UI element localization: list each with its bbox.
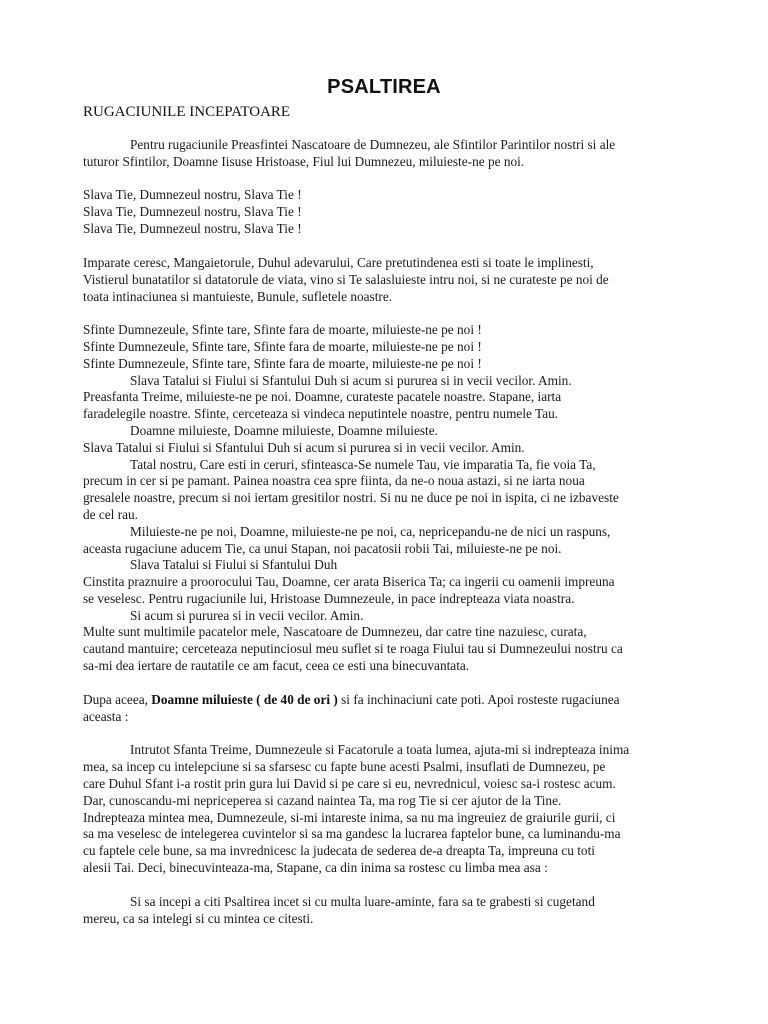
instruction-prefix: Dupa aceea, [83, 692, 152, 707]
text-line: Imparate ceresc, Mangaietorule, Duhul adevarului, Care pretutindenea esti si toate le implinesti, [83, 255, 594, 270]
text-line: alesii Tai. Deci, binecuvinteaza-ma, Stapane, ca din inima sa rostesc cu limba mea asa : [83, 860, 548, 875]
text-line: Slava Tatalui si Fiului si Sfantului Duh si acum si pururea si in vecii vecilor. Amin. [130, 373, 572, 388]
text-line: care Duhul Sfant i-a rostit prin gura lui David si pe care si eu, nevrednicul, voiesc sa-i rostesc acum. [83, 776, 616, 791]
text-line: tuturor Sfintilor, Doamne Iisuse Hristoase, Fiul lui Dumnezeu, miluieste-ne pe noi. [83, 154, 525, 169]
text-line: Slava Tie, Dumnezeul nostru, Slava Tie ! [83, 204, 302, 219]
text-line: cautand mantuire; cerceteaza neputinciosul meu suflet si te roaga Fiului tau si Dumnezeului nostru ca [83, 641, 623, 656]
section-heading: RUGACIUNILE INCEPATOARE [83, 104, 291, 120]
text-line: gresalele noastre, precum si noi iertam gresitilor nostri. Si nu ne duce pe noi in ispita, ci ne izbaveste [83, 490, 619, 505]
text-line: aceasta : [83, 709, 129, 724]
text-line: Slava Tatalui si Fiului si Sfantului Duh [130, 557, 338, 572]
text-line: Indrepteaza mintea mea, Dumnezeule, si-mi intareste inima, sa nu ma ingreuiez de graiurile gurii, ci [83, 810, 616, 825]
text-line: cu faptele cele bune, sa ma invrednicesc la judecata de sederea de-a dreapta Ta, impreuna cu toti [83, 843, 595, 858]
text-line: sa ma veselesc de intelegerea cuvintelor si sa ma gandesc la lucrarea faptelor bune, ca luminandu-ma [83, 826, 621, 841]
text-line: Vistierul bunatatilor si datatorule de viata, vino si Te salasluieste intru noi, si ne curateste pe noi de [83, 272, 609, 287]
text-line: Pentru rugaciunile Preasfintei Nascatoare de Dumnezeu, ale Sfintilor Parintilor nostri si ale [130, 137, 616, 152]
document-title: PSALTIREA [327, 76, 441, 98]
instruction-suffix: si fa inchinaciuni cate poti. Apoi rosteste rugaciunea [337, 692, 620, 707]
text-line: Si acum si pururea si in vecii vecilor. Amin. [130, 608, 364, 623]
text-line: Miluieste-ne pe noi, Doamne, miluieste-ne pe noi, ca, nepricepandu-ne de nici un raspuns, [130, 524, 611, 539]
text-line: Slava Tie, Dumnezeul nostru, Slava Tie ! [83, 187, 302, 202]
text-line: toata intinaciunea si mantuieste, Bunule, sufletele noastre. [83, 289, 393, 304]
text-line: Slava Tie, Dumnezeul nostru, Slava Tie ! [83, 221, 302, 236]
text-line: de cel rau. [83, 507, 138, 522]
text-line: Sfinte Dumnezeule, Sfinte tare, Sfinte fara de moarte, miluieste-ne pe noi ! [83, 356, 482, 371]
text-line: Slava Tatalui si Fiului si Sfantului Duh si acum si pururea si in vecii vecilor. Amin. [83, 440, 525, 455]
text-line: mereu, ca sa intelegi si cu mintea ce citesti. [83, 911, 314, 926]
text-line: Intrutot Sfanta Treime, Dumnezeule si Facatorule a toata lumea, ajuta-mi si indrepteaza inima [130, 742, 630, 757]
text-line: Preasfanta Treime, miluieste-ne pe noi. Doamne, curateste pacatele noastre. Stapane, iarta [83, 389, 562, 404]
text-line: Sfinte Dumnezeule, Sfinte tare, Sfinte fara de moarte, miluieste-ne pe noi ! [83, 322, 482, 337]
text-line: Multe sunt multimile pacatelor mele, Nascatoare de Dumnezeu, dar catre tine nazuiesc, curata, [83, 624, 587, 639]
instruction-emphasis: Doamne miluieste ( de 40 de ori ) [151, 692, 338, 707]
text-line: faradelegile noastre. Sfinte, cerceteaza si vindeca neputintele noastre, pentru numele Tau. [83, 406, 559, 421]
text-line: mea, sa incep cu intelepciune si sa sfarsesc cu fapte bune acesti Psalmi, insuflati de Dumnezeu, pe [83, 759, 606, 774]
text-line: Tatal nostru, Care esti in ceruri, sfinteasca-Se numele Tau, vie imparatia Ta, fie voia Ta, [130, 457, 596, 472]
text-line: Si sa incepi a citi Psaltirea incet si cu multa luare-aminte, fara sa te grabesti si cugetand [130, 894, 595, 909]
instruction-line [83, 692, 620, 708]
text-line: aceasta rugaciune aducem Tie, ca unui Stapan, noi pacatosii robii Tai, miluieste-ne pe noi. [83, 541, 562, 556]
text-line: Doamne miluieste, Doamne miluieste, Doamne miluieste. [130, 423, 438, 438]
text-line: Dar, cunoscandu-mi nepriceperea si cazand naintea Ta, ma rog Tie si cer ajutor de la Tine. [83, 793, 562, 808]
text-line: Cinstita praznuire a proorocului Tau, Doamne, cer arata Biserica Ta; ca ingerii cu oamenii impreuna [83, 574, 615, 589]
text-line: sa-mi dea iertare de rautatile ce am facut, ceea ce esti una binecuvantata. [83, 658, 470, 673]
text-line: precum in cer si pe pamant. Painea noastra cea spre fiinta, da ne-o noua astazi, si ne iarta noua [83, 473, 585, 488]
text-line: Sfinte Dumnezeule, Sfinte tare, Sfinte fara de moarte, miluieste-ne pe noi ! [83, 339, 482, 354]
text-line: se veselesc. Pentru rugaciunile lui, Hristoase Dumnezeule, in pace indrepteaza viata noastra. [83, 591, 575, 606]
